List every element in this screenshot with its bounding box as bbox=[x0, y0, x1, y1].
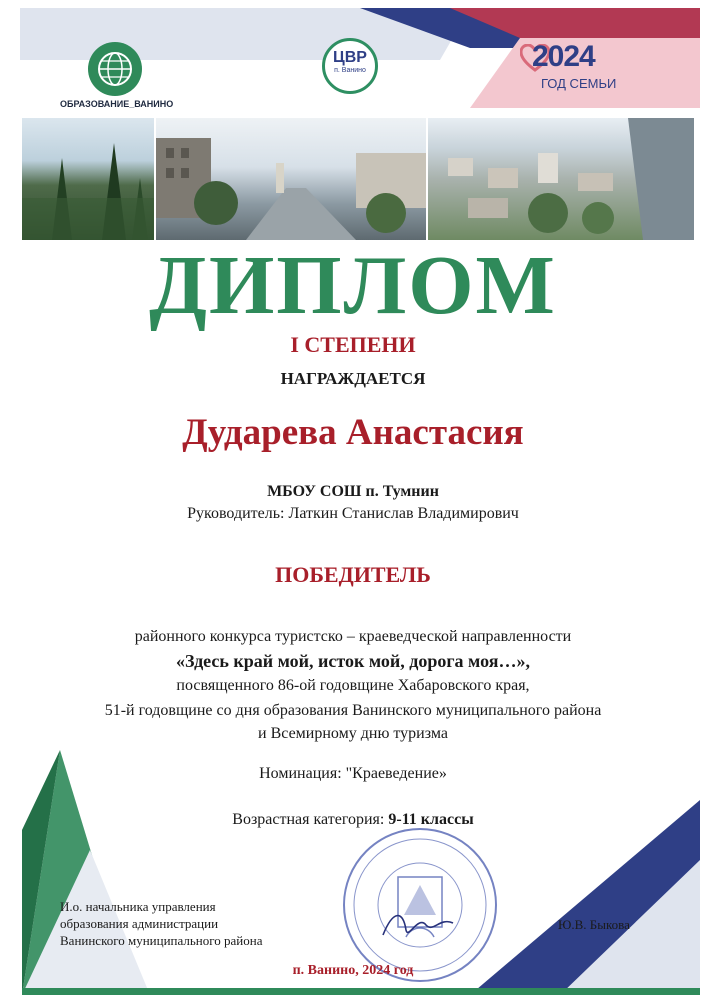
status: ПОБЕДИТЕЛЬ bbox=[275, 562, 431, 587]
age-category-value: 9-11 классы bbox=[388, 811, 474, 828]
signatory-line-3: Ванинского муниципального района bbox=[60, 933, 263, 948]
contest-line-1: районного конкурса туристско – краеведческой направленности bbox=[134, 628, 572, 645]
cvr-logo-sub: п. Ванино bbox=[334, 67, 366, 74]
photo-street bbox=[156, 118, 426, 240]
contest-name: «Здесь край мой, исток мой, дорога моя…», bbox=[176, 651, 530, 671]
signatory-line-2: образования администрации bbox=[60, 916, 219, 931]
cvr-logo bbox=[322, 38, 378, 94]
nomination: Номинация: "Краеведение» bbox=[259, 765, 447, 782]
contest-line-3: посвященного 86-ой годовщине Хабаровского края, bbox=[176, 677, 530, 694]
signature bbox=[378, 905, 458, 945]
globe-icon bbox=[88, 42, 142, 96]
signatory-line-1: И.о. начальника управления bbox=[60, 899, 216, 914]
place-date: п. Ванино, 2024 год bbox=[292, 963, 414, 978]
education-logo bbox=[88, 42, 142, 96]
education-logo-text: ОБРАЗОВАНИЕ_ВАНИНО bbox=[60, 99, 174, 109]
awarded-label: НАГРАЖДАЕТСЯ bbox=[280, 369, 426, 388]
year-logo-number: 2024 bbox=[532, 40, 595, 73]
supervisor: Руководитель: Латкин Станислав Владимирович bbox=[187, 505, 519, 522]
age-category-label: Возрастная категория: bbox=[232, 811, 389, 828]
signatory-title bbox=[60, 898, 320, 949]
photo-aerial bbox=[428, 118, 694, 240]
contest-line-4: 51-й годовщине со дня образования Ванинского муниципального района bbox=[104, 702, 602, 719]
diploma-title: ДИПЛОМ bbox=[149, 239, 557, 332]
recipient-name: Дударева Анастасия bbox=[182, 412, 524, 453]
year-logo-caption: ГОД СЕМЬИ bbox=[541, 76, 617, 91]
degree: I СТЕПЕНИ bbox=[290, 332, 416, 357]
school: МБОУ СОШ п. Тумнин bbox=[267, 483, 439, 500]
cvr-logo-main: ЦВР bbox=[333, 49, 367, 66]
signatory-name: Ю.В. Быкова bbox=[558, 917, 630, 932]
contest-line-5: и Всемирному дню туризма bbox=[258, 725, 448, 742]
photo-forest bbox=[22, 118, 154, 240]
